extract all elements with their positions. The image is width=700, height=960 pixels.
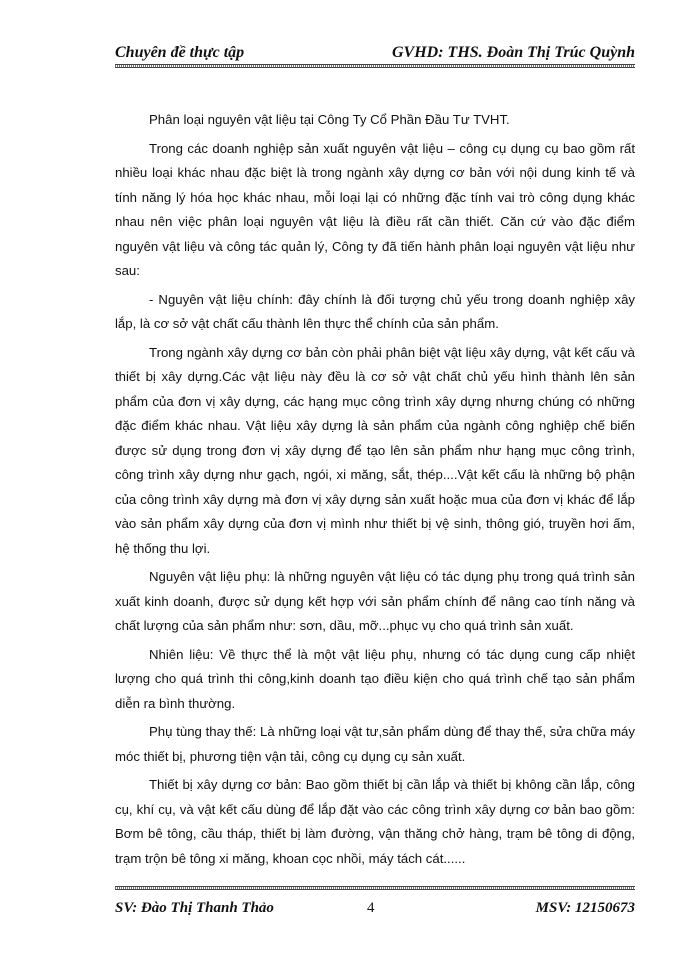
footer-student: SV: Đào Thị Thanh Thảo	[115, 900, 274, 916]
header-advisor: GVHD: THS. Đoàn Thị Trúc Quỳnh	[392, 44, 635, 61]
header-title: Chuyên đề thực tập	[115, 44, 245, 61]
section-heading: Phân loại nguyên vật liệu tại Công Ty Cổ Phần Đầu Tư TVHT.	[149, 112, 510, 127]
paragraph: Thiết bị xây dựng cơ bản: Bao gồm thiết bị cần lắp và thiết bị không cần lắp, công cụ, khí cụ, và vật kết cấu dùng để lắp đặt vào các công trình xây dựng cơ bản bao gồm: Bơm bê tông, cầu tháp, thiết bị làm đường, vận thăng chở hàng, trạm bê tông di động, trạm trộn bê tông xi măng, khoan cọc nhồi, máy tách cát......	[115, 777, 635, 866]
footer-student-id: MSV: 12150673	[535, 900, 635, 916]
paragraph: Nguyên vật liệu phụ: là những nguyên vật liệu có tác dụng phụ trong quá trình sản xuất kinh doanh, được sử dụng kết hợp với sản phẩm chính để nâng cao tính năng và chất lượng của sản phẩm như: sơn, dầu, mỡ...phục vụ cho quá trình sản xuất.	[115, 569, 635, 633]
header-divider	[115, 64, 635, 68]
footer-divider	[115, 886, 635, 890]
paragraph: - Nguyên vật liệu chính: đây chính là đối tượng chủ yếu trong doanh nghiệp xây lắp, là cơ sở vật chất cấu thành lên thực thể chính của sản phẩm.	[115, 291, 635, 331]
page-footer	[115, 900, 635, 922]
page-header	[115, 40, 635, 62]
page-number: 4	[367, 900, 375, 916]
document-body	[115, 108, 635, 875]
paragraph: Trong ngành xây dựng cơ bản còn phải phân biệt vật liệu xây dựng, vật kết cấu và thiết bị xây dựng.Các vật liệu này đều là cơ sở vật chất chủ yếu hình thành lên sản phẩm của đơn vị xây dựng, các hạng mục công trình xây dựng nhưng chúng có những đặc điểm khác nhau. Vật liệu xây dựng là sản phẩm của ngành công nghiệp chế biến được sử dụng trong đơn vị xây dựng để tạo lên sản phẩm như hạng mục công trình, công trình xây dựng như gạch, ngói, xi măng, sắt, thép....Vật kết cấu là những bộ phận của công trình xây dựng mà đơn vị xây dựng sản xuất hoặc mua của đơn vị khác để lắp vào sản phẩm xây dựng của đơn vị mình như thiết bị vệ sinh, thông gió, truyền hơi ấm, hệ thống thu lợi.	[115, 344, 635, 556]
paragraph: Nhiên liệu: Về thực thể là một vật liệu phụ, nhưng có tác dụng cung cấp nhiệt lượng cho quá trình thi công,kinh doanh tạo điều kiện cho quá trình chế tạo sản phẩm diễn ra bình thường.	[115, 646, 635, 711]
paragraph: Phụ tùng thay thế: Là những loại vật tư,sản phẩm dùng để thay thế, sửa chữa máy móc thiết bị, phương tiện vận tải, công cụ dụng cụ sản xuất.	[115, 724, 635, 764]
paragraph: Trong các doanh nghiệp sản xuất nguyên vật liệu – công cụ dụng cụ bao gồm rất nhiều loại khác nhau đặc biệt là trong ngành xây dựng cơ bản với nội dung kinh tế và tính năng lý hóa học khác nhau, mỗi loại lại có những đặc tính vai trò công dụng khác nhau nên việc phân loại nguyên vật liệu là điều rất cần thiết. Căn cứ vào đặc điểm nguyên vật liệu và công tác quản lý, Công ty đã tiến hành phân loại nguyên vật liệu như sau:	[115, 140, 635, 278]
